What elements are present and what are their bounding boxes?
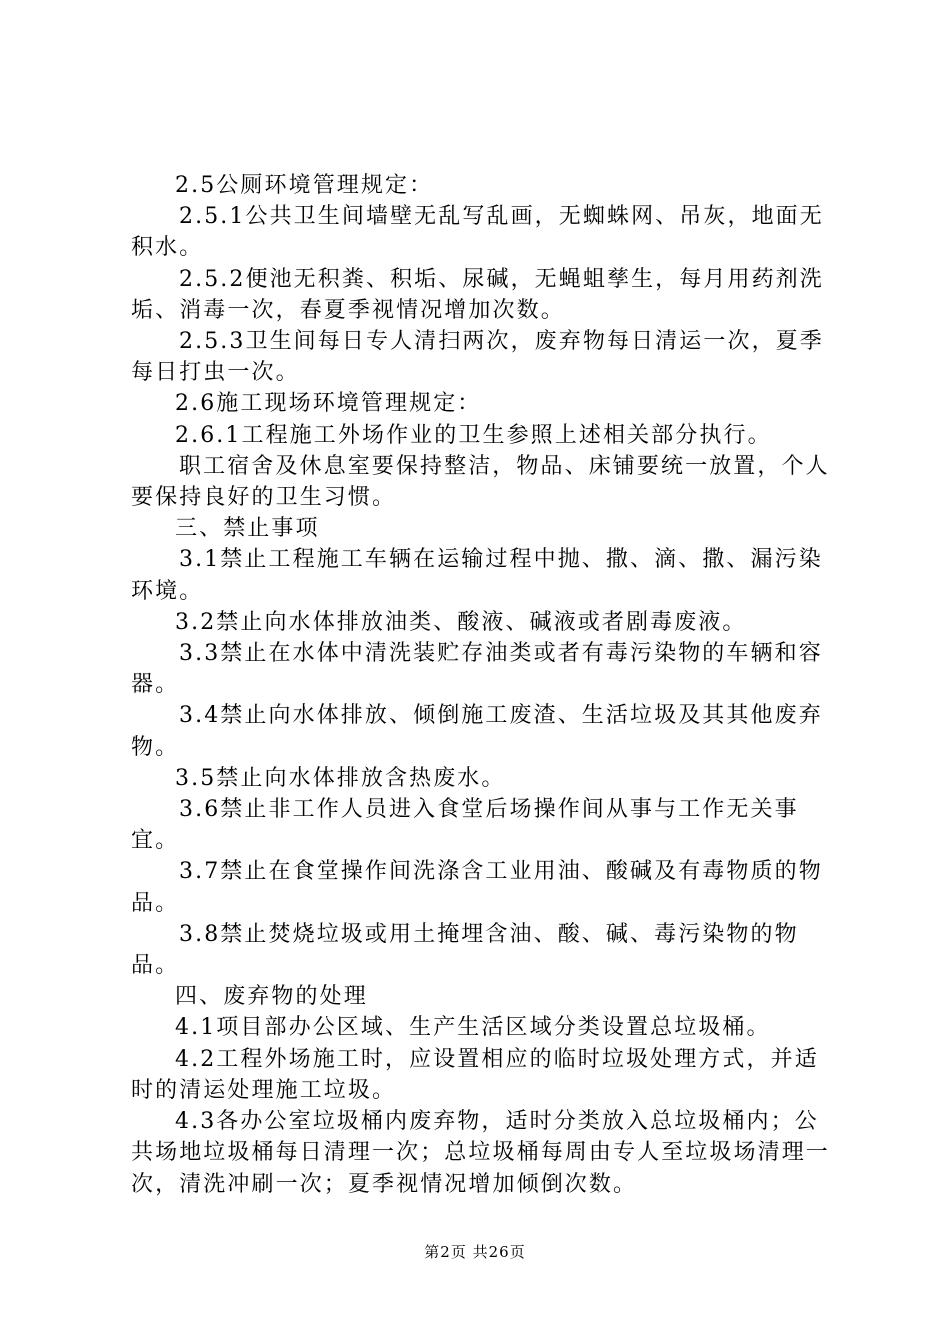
paragraph-4-3: 4.3各办公室垃圾桶内废弃物，适时分类放入总垃圾桶内；公共场地垃圾桶每日清理一次；总垃圾桶每周由专人至垃圾场清理一次，清洗冲刷一次；夏季视情况增加倾倒次数。 — [131, 1109, 830, 1197]
paragraph-4-2: 4.2工程外场施工时，应设置相应的临时垃圾处理方式，并适时的清运处理施工垃圾。 — [131, 1046, 819, 1103]
paragraph-2-6-1: 2.6.1工程施工外场作业的卫生参照上述相关部分执行。 — [175, 422, 772, 448]
paragraph-3-3: 3.3禁止在水体中清洗装贮存油类或者有毒污染物的车辆和容器。 — [131, 641, 823, 698]
paragraph-3-4: 3.4禁止向水体排放、倾倒施工废渣、生活垃圾及其其他废弃物。 — [131, 703, 823, 760]
paragraph-3-1: 3.1禁止工程施工车辆在运输过程中抛、撒、滴、撒、漏污染环境。 — [131, 547, 823, 604]
section-heading-waste: 四、废弃物的处理 — [175, 984, 368, 1010]
paragraph-2-5-heading: 2.5公厕环境管理规定： — [175, 173, 434, 198]
paragraph-3-5: 3.5禁止向水体排放含热废水。 — [175, 765, 506, 791]
page-number-footer: 第2页 共26页 — [424, 1243, 526, 1261]
paragraph-2-6-heading: 2.6施工现场环境管理规定： — [175, 391, 482, 417]
paragraph-3-7: 3.7禁止在食堂操作间洗涤含工业用油、酸碱及有毒物质的物品。 — [131, 859, 823, 916]
section-heading-prohibitions: 三、禁止事项 — [175, 516, 320, 542]
paragraph-3-2: 3.2禁止向水体排放油类、酸液、碱液或者剧毒废液。 — [175, 609, 747, 635]
paragraph-3-8: 3.8禁止焚烧垃圾或用土掩埋含油、酸、碱、毒污染物的物品。 — [131, 921, 799, 979]
paragraph-3-6: 3.6禁止非工作人员进入食堂后场操作间从事与工作无关事宜。 — [131, 797, 799, 854]
paragraph-dormitory: 职工宿舍及休息室要保持整洁，物品、床铺要统一放置，个人要保持良好的卫生习惯。 — [131, 453, 830, 511]
paragraph-2-5-3: 2.5.3卫生间每日专人清扫两次，废弃物每日清运一次，夏季每日打虫一次。 — [131, 329, 824, 386]
paragraph-4-1: 4.1项目部办公区域、生产生活区域分类设置总垃圾桶。 — [175, 1015, 771, 1041]
paragraph-2-5-1: 2.5.1公共卫生间墙壁无乱写乱画，无蜘蛛网、吊灰，地面无积水。 — [131, 204, 824, 261]
document-body — [131, 170, 831, 1200]
paragraph-2-5-2: 2.5.2便池无积粪、积垢、尿碱，无蝇蛆孳生，每月用药剂洗垢、消毒一次，春夏季视情况增加次数。 — [131, 266, 824, 323]
